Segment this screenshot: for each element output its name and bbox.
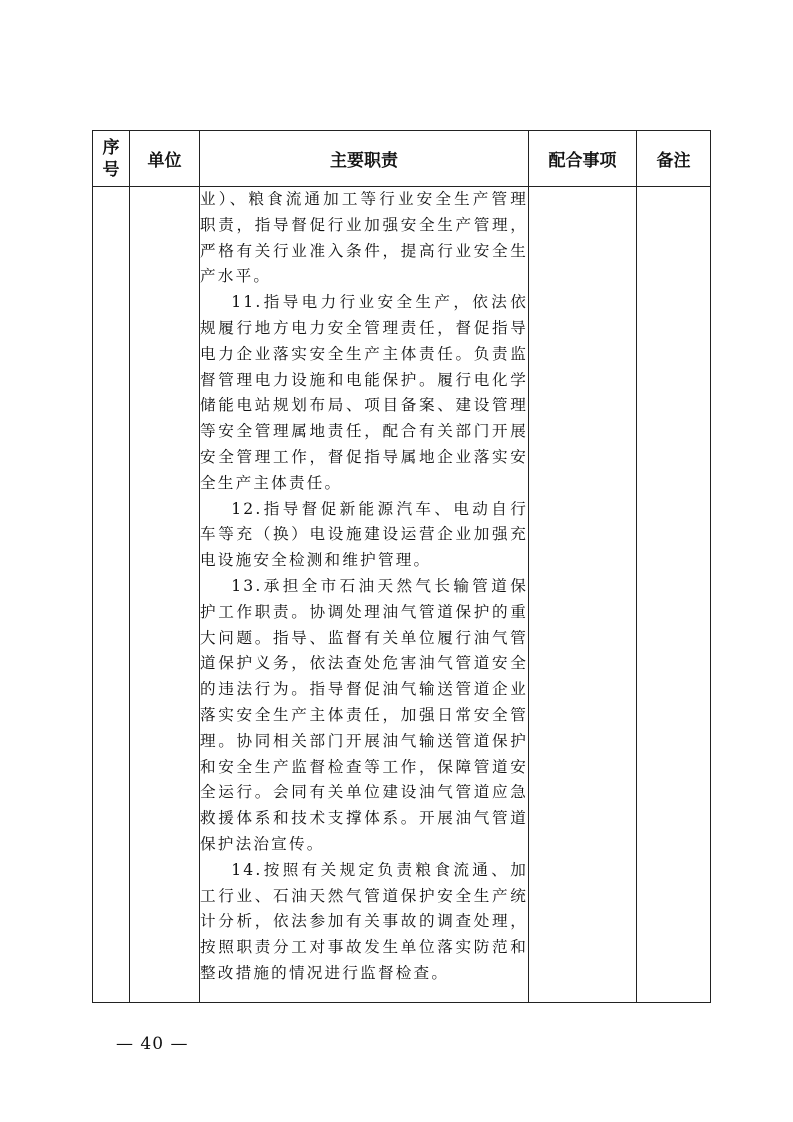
- duty-paragraph-13: 13.承担全市石油天然气长输管道保护工作职责。协调处理油气管道保护的重大问题。指导、监督有关单位履行油气管道保护义务，依法查处危害油气管道安全的违法行为。指导督促油气输送管道企业落实安全生产主体责任，加强日常安全管理。协同相关部门开展油气输送管道保护和安全生产监督检查等工作，保障管道安全运行。会同有关单位建设油气管道应急救援体系和技术支撑体系。开展油气管道保护法治宣传。: [200, 576, 528, 853]
- header-seq-line2: 号: [102, 159, 120, 180]
- duty-paragraph-11: 11.指导电力行业安全生产，依法依规履行地方电力安全管理责任，督促指导电力企业落实安全生产主体责任。负责监督管理电力设施和电能保护。履行电化学储能电站规划布局、项目备案、建设管理等安全管理属地责任，配合有关部门开展安全管理工作，督促指导属地企业落实安全生产主体责任。: [200, 293, 528, 492]
- header-seq-line1: 序: [102, 137, 120, 158]
- cooperation-cell: [529, 187, 637, 1003]
- table-row: [93, 187, 711, 1003]
- header-seq: [93, 131, 130, 187]
- header-row: [93, 131, 711, 187]
- header-unit: 单位: [130, 131, 200, 187]
- remarks-cell: [637, 187, 711, 1003]
- duties-cell: [200, 187, 529, 1003]
- duty-paragraph-12: 12.指导督促新能源汽车、电动自行车等充（换）电设施建设运营企业加强充电设施安全检测和维护管理。: [200, 499, 528, 570]
- seq-cell: [93, 187, 130, 1003]
- duty-paragraph-14: 14.按照有关规定负责粮食流通、加工行业、石油天然气管道保护安全生产统计分析，依法参加有关事故的调查处理，按照职责分工对事故发生单位落实防范和整改措施的情况进行监督检查。: [200, 860, 528, 982]
- header-cooperation: 配合事项: [529, 131, 637, 187]
- unit-cell: [130, 187, 200, 1003]
- page-number: — 40 —: [116, 1034, 189, 1054]
- duty-paragraph-continued: 业）、粮食流通加工等行业安全生产管理职责，指导督促行业加强安全生产管理，严格有关行业准入条件，提高行业安全生产水平。: [200, 190, 528, 286]
- header-duties: 主要职责: [200, 131, 529, 187]
- duty-table: [92, 130, 711, 1003]
- header-remarks: 备注: [637, 131, 711, 187]
